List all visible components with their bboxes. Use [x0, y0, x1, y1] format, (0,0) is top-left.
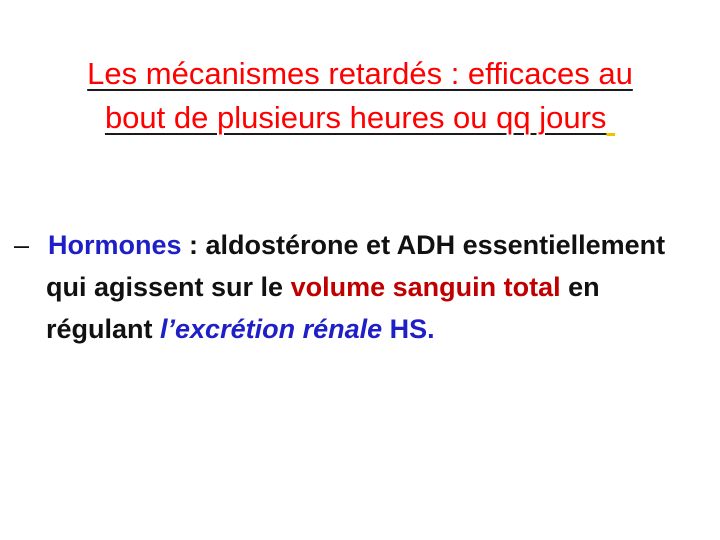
slide-title	[30, 52, 690, 140]
title-trailing-underline	[606, 100, 615, 135]
highlight-hs: HS.	[389, 314, 435, 344]
title-line-2: bout de plusieurs heures ou qq jours	[104, 100, 607, 135]
bullet-text-part-2: en régulant	[46, 272, 600, 344]
highlight-volume-sanguin: volume sanguin total	[290, 272, 561, 302]
bullet-dash: –	[14, 230, 30, 260]
highlight-excretion-renale: l’excrétion rénale	[160, 314, 383, 344]
bullet-text-part-1: : aldostérone et ADH essentiellement qui agissent sur le	[46, 230, 666, 302]
bullet-list	[14, 224, 700, 350]
bullet-text-part-3	[382, 314, 390, 344]
bullet-item	[14, 224, 700, 350]
bullet-term: Hormones	[48, 230, 182, 260]
title-line-1: Les mécanismes retardés : efficaces au	[87, 56, 633, 91]
